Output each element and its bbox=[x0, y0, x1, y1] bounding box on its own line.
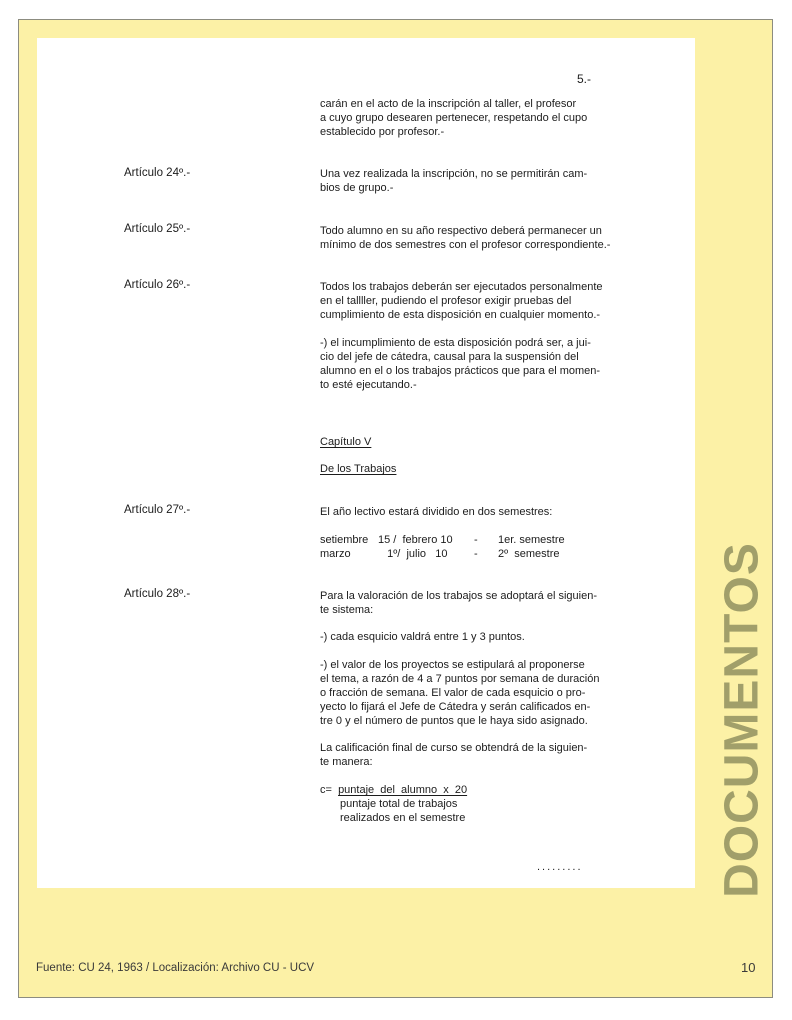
article-24-label: Artículo 24º.- bbox=[124, 167, 191, 179]
text-line: en el tallller, pudiendo el profesor exigir pruebas del bbox=[320, 295, 572, 307]
text-line: a cuyo grupo desearen pertenecer, respetando el cupo bbox=[320, 112, 588, 124]
semester-name: 2º semestre bbox=[498, 548, 560, 560]
chapter-title-text: Capítulo V bbox=[320, 436, 372, 448]
chapter-subtitle-text: De los Trabajos bbox=[320, 463, 397, 475]
text-line: bios de grupo.- bbox=[320, 182, 394, 194]
article-28-final bbox=[320, 741, 640, 769]
text-line: carán en el acto de la inscripción al taller, el profesor bbox=[320, 98, 577, 110]
continuation-dots: ......... bbox=[537, 861, 583, 873]
chapter-subtitle bbox=[320, 462, 640, 476]
text-line: cumplimiento de esta disposición en cualquier momento.- bbox=[320, 309, 601, 321]
semester-dash: - bbox=[474, 534, 478, 546]
text-line: cio del jefe de cátedra, causal para la suspensión del bbox=[320, 351, 579, 363]
article-24-text bbox=[320, 167, 640, 195]
text-line: Todo alumno en su año respectivo deberá permanecer un bbox=[320, 225, 602, 237]
semester-dates: 1º/ julio 10 bbox=[378, 548, 448, 560]
text-line: alumno en el o los trabajos prácticos que para el momen- bbox=[320, 365, 601, 377]
text-line: establecido por profesor.- bbox=[320, 126, 445, 138]
intro-paragraph bbox=[320, 97, 640, 139]
semester-name: 1er. semestre bbox=[498, 534, 565, 546]
text-line: o fracción de semana. El valor de cada esquicio o pro- bbox=[320, 687, 586, 699]
article-27-text: El año lectivo estará dividido en dos semestres: bbox=[320, 506, 553, 518]
chapter-title bbox=[320, 435, 640, 449]
page-number: 10 bbox=[741, 960, 756, 975]
semester-row bbox=[320, 533, 640, 547]
footer-source: Fuente: CU 24, 1963 / Localización: Archivo CU - UCV bbox=[36, 962, 315, 974]
text-line: Una vez realizada la inscripción, no se permitirán cam- bbox=[320, 168, 588, 180]
article-28-label: Artículo 28º.- bbox=[124, 588, 191, 600]
semester-dates: 15 / febrero 10 bbox=[378, 534, 453, 546]
text-line: yecto lo fijará el Jefe de Cátedra y serán calificados en- bbox=[320, 701, 591, 713]
text-line: te manera: bbox=[320, 756, 373, 768]
article-28-intro bbox=[320, 589, 640, 617]
scanned-document-page bbox=[37, 38, 695, 888]
article-27-label: Artículo 27º.- bbox=[124, 504, 191, 516]
article-26-label: Artículo 26º.- bbox=[124, 279, 191, 291]
grade-formula bbox=[320, 783, 640, 825]
semester-start-month: marzo bbox=[320, 548, 351, 560]
text-line: tre 0 y el número de puntos que le haya sido asignado. bbox=[320, 715, 588, 727]
article-25-text bbox=[320, 224, 660, 252]
text-line: Todos los trabajos deberán ser ejecutados personalmente bbox=[320, 281, 603, 293]
text-line: -) el valor de los proyectos se estipulará al proponerse bbox=[320, 659, 585, 671]
text-line: el tema, a razón de 4 a 7 puntos por semana de duración bbox=[320, 673, 600, 685]
semester-row bbox=[320, 547, 640, 561]
section-vertical-label: DOCUMENTOS bbox=[715, 542, 769, 898]
formula-prefix: c= bbox=[320, 784, 332, 796]
text-line: Para la valoración de los trabajos se adoptará el siguien- bbox=[320, 590, 597, 602]
document-page-marker: 5.- bbox=[577, 72, 592, 86]
article-25-label: Artículo 25º.- bbox=[124, 223, 191, 235]
text-line: te sistema: bbox=[320, 604, 374, 616]
text-line: to esté ejecutando.- bbox=[320, 379, 417, 391]
text-line: La calificación final de curso se obtendrá de la siguien- bbox=[320, 742, 588, 754]
article-28-item-2 bbox=[320, 658, 640, 728]
formula-numerator: puntaje del alumno x 20 bbox=[338, 784, 468, 796]
article-28-item-1: -) cada esquicio valdrá entre 1 y 3 puntos. bbox=[320, 631, 525, 643]
article-26-para-1 bbox=[320, 280, 640, 322]
formula-denominator-line: puntaje total de trabajos bbox=[340, 798, 458, 810]
semester-start-month: setiembre bbox=[320, 534, 369, 546]
text-line: mínimo de dos semestres con el profesor correspondiente.- bbox=[320, 239, 611, 251]
formula-denominator-line: realizados en el semestre bbox=[340, 812, 466, 824]
semester-dash: - bbox=[474, 548, 478, 560]
formula-numerator-row bbox=[320, 783, 640, 797]
text-line: -) el incumplimiento de esta disposición podrá ser, a jui- bbox=[320, 337, 591, 349]
article-26-para-2 bbox=[320, 336, 640, 392]
semester-table bbox=[320, 533, 640, 561]
